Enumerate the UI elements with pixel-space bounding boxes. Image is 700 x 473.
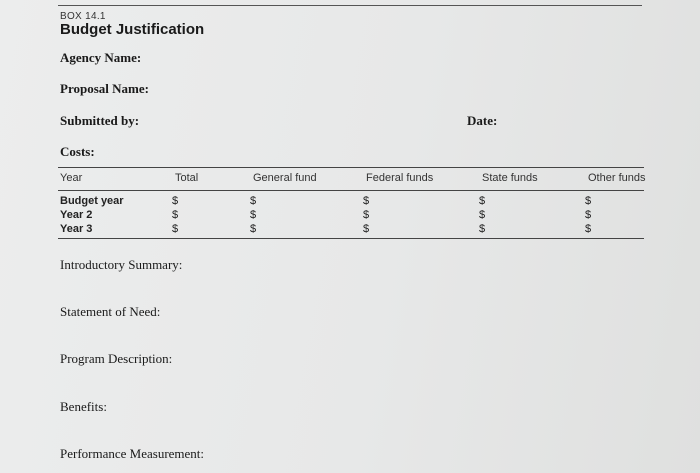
performance-measurement-heading: Performance Measurement: [60,446,205,461]
cell-total-year-3: $ [172,223,179,235]
table-top-rule [58,167,644,168]
date-label: Date: [467,113,498,128]
cell-total-year-2: $ [172,209,179,221]
cell-general-year-3: $ [250,223,257,235]
column-header-state-funds: State funds [482,172,538,184]
row-label-year-3: Year 3 [60,223,93,235]
cell-state-budget-year: $ [479,195,486,207]
benefits-heading: Benefits: [60,399,107,414]
column-header-year: Year [60,172,83,184]
page-title: Budget Justification [60,21,205,38]
row-label-budget-year: Budget year [60,195,124,207]
proposal-name-label: Proposal Name: [60,81,149,96]
cell-general-year-2: $ [250,209,257,221]
cell-federal-year-3: $ [363,223,370,235]
row-label-year-2: Year 2 [60,209,93,221]
cell-other-budget-year: $ [585,195,592,207]
cell-total-budget-year: $ [172,195,179,207]
submitted-by-label: Submitted by: [60,113,140,128]
top-rule [58,5,642,6]
costs-label: Costs: [60,144,95,159]
program-description-heading: Program Description: [60,351,173,366]
column-header-federal-funds: Federal funds [366,172,434,184]
column-header-total: Total [175,172,199,184]
cell-federal-year-2: $ [363,209,370,221]
column-header-other-funds: Other funds [588,172,646,184]
cell-state-year-2: $ [479,209,486,221]
box-label: BOX 14.1 [60,11,106,22]
column-header-general-fund: General fund [253,172,317,184]
cell-other-year-2: $ [585,209,592,221]
table-header-rule [58,190,644,191]
introductory-summary-heading: Introductory Summary: [60,257,183,272]
statement-of-need-heading: Statement of Need: [60,304,161,319]
cell-state-year-3: $ [479,223,486,235]
cell-federal-budget-year: $ [363,195,370,207]
agency-name-label: Agency Name: [60,50,142,65]
table-bottom-rule [58,238,644,239]
cell-other-year-3: $ [585,223,592,235]
cell-general-budget-year: $ [250,195,257,207]
